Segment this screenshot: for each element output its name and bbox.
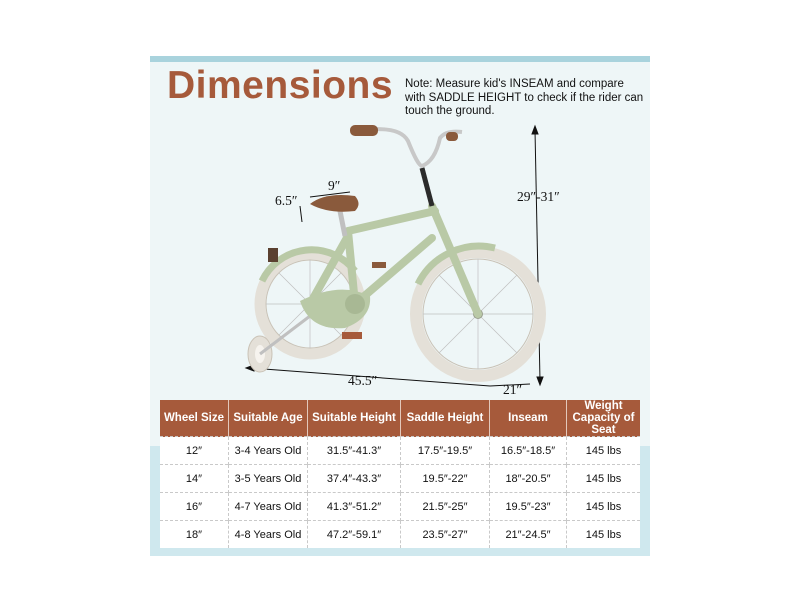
saddle bbox=[310, 195, 359, 212]
header-inseam: Inseam bbox=[490, 400, 567, 437]
cell-suitable-height: 47.2″-59.1″ bbox=[308, 521, 401, 549]
dimensions-card bbox=[150, 56, 650, 556]
cell-saddle-height: 17.5″-19.5″ bbox=[401, 437, 490, 465]
cell-wheel-size: 14″ bbox=[160, 465, 229, 493]
table-row bbox=[160, 437, 640, 465]
cell-suitable-age: 4-7 Years Old bbox=[229, 493, 308, 521]
header-suitable-age: Suitable Age bbox=[229, 400, 308, 437]
seat-width-line bbox=[300, 206, 302, 222]
seat-length-label: 9″ bbox=[328, 178, 341, 193]
cell-saddle-height: 19.5″-22″ bbox=[401, 465, 490, 493]
cell-weight-capacity: 145 lbs bbox=[567, 521, 641, 549]
seat-width-label: 6.5″ bbox=[275, 193, 298, 208]
header-suitable-height: Suitable Height bbox=[308, 400, 401, 437]
cell-suitable-age: 4-8 Years Old bbox=[229, 521, 308, 549]
left-grip bbox=[350, 125, 378, 136]
cell-suitable-age: 3-4 Years Old bbox=[229, 437, 308, 465]
cell-suitable-height: 31.5″-41.3″ bbox=[308, 437, 401, 465]
pedal bbox=[342, 332, 362, 339]
cell-inseam: 21″-24.5″ bbox=[490, 521, 567, 549]
seat-post bbox=[340, 211, 345, 236]
size-chart-table bbox=[160, 400, 640, 548]
cell-suitable-height: 37.4″-43.3″ bbox=[308, 465, 401, 493]
height-label: 29″-31″ bbox=[517, 189, 560, 204]
table-header-row bbox=[160, 400, 640, 437]
cell-inseam: 18″-20.5″ bbox=[490, 465, 567, 493]
cell-saddle-height: 21.5″-25″ bbox=[401, 493, 490, 521]
length-label: 45.5″ bbox=[348, 373, 378, 388]
cell-suitable-age: 3-5 Years Old bbox=[229, 465, 308, 493]
rear-pedal bbox=[372, 262, 386, 268]
cell-inseam: 16.5″-18.5″ bbox=[490, 437, 567, 465]
rear-reflector bbox=[268, 248, 278, 262]
cell-weight-capacity: 145 lbs bbox=[567, 493, 641, 521]
table-row bbox=[160, 521, 640, 549]
page-title: Dimensions bbox=[167, 64, 394, 107]
width-label: 21″ bbox=[503, 382, 523, 397]
table-row bbox=[160, 465, 640, 493]
cell-weight-capacity: 145 lbs bbox=[567, 437, 641, 465]
bike-illustration bbox=[150, 56, 650, 396]
header-weight-capacity: Weight Capacity of Seat bbox=[567, 400, 641, 437]
cell-saddle-height: 23.5″-27″ bbox=[401, 521, 490, 549]
right-grip bbox=[446, 132, 458, 141]
measure-note: Note: Measure kid's INSEAM and compare with SADDLE HEIGHT to check if the rider can touch the ground. bbox=[405, 78, 644, 117]
cell-weight-capacity: 145 lbs bbox=[567, 465, 641, 493]
stem bbox=[422, 168, 432, 206]
header-saddle-height: Saddle Height bbox=[401, 400, 490, 437]
header-wheel-size: Wheel Size bbox=[160, 400, 229, 437]
cell-suitable-height: 41.3″-51.2″ bbox=[308, 493, 401, 521]
cell-wheel-size: 16″ bbox=[160, 493, 229, 521]
crank bbox=[345, 294, 365, 314]
cell-inseam: 19.5″-23″ bbox=[490, 493, 567, 521]
cell-wheel-size: 18″ bbox=[160, 521, 229, 549]
cell-wheel-size: 12″ bbox=[160, 437, 229, 465]
table-row bbox=[160, 493, 640, 521]
